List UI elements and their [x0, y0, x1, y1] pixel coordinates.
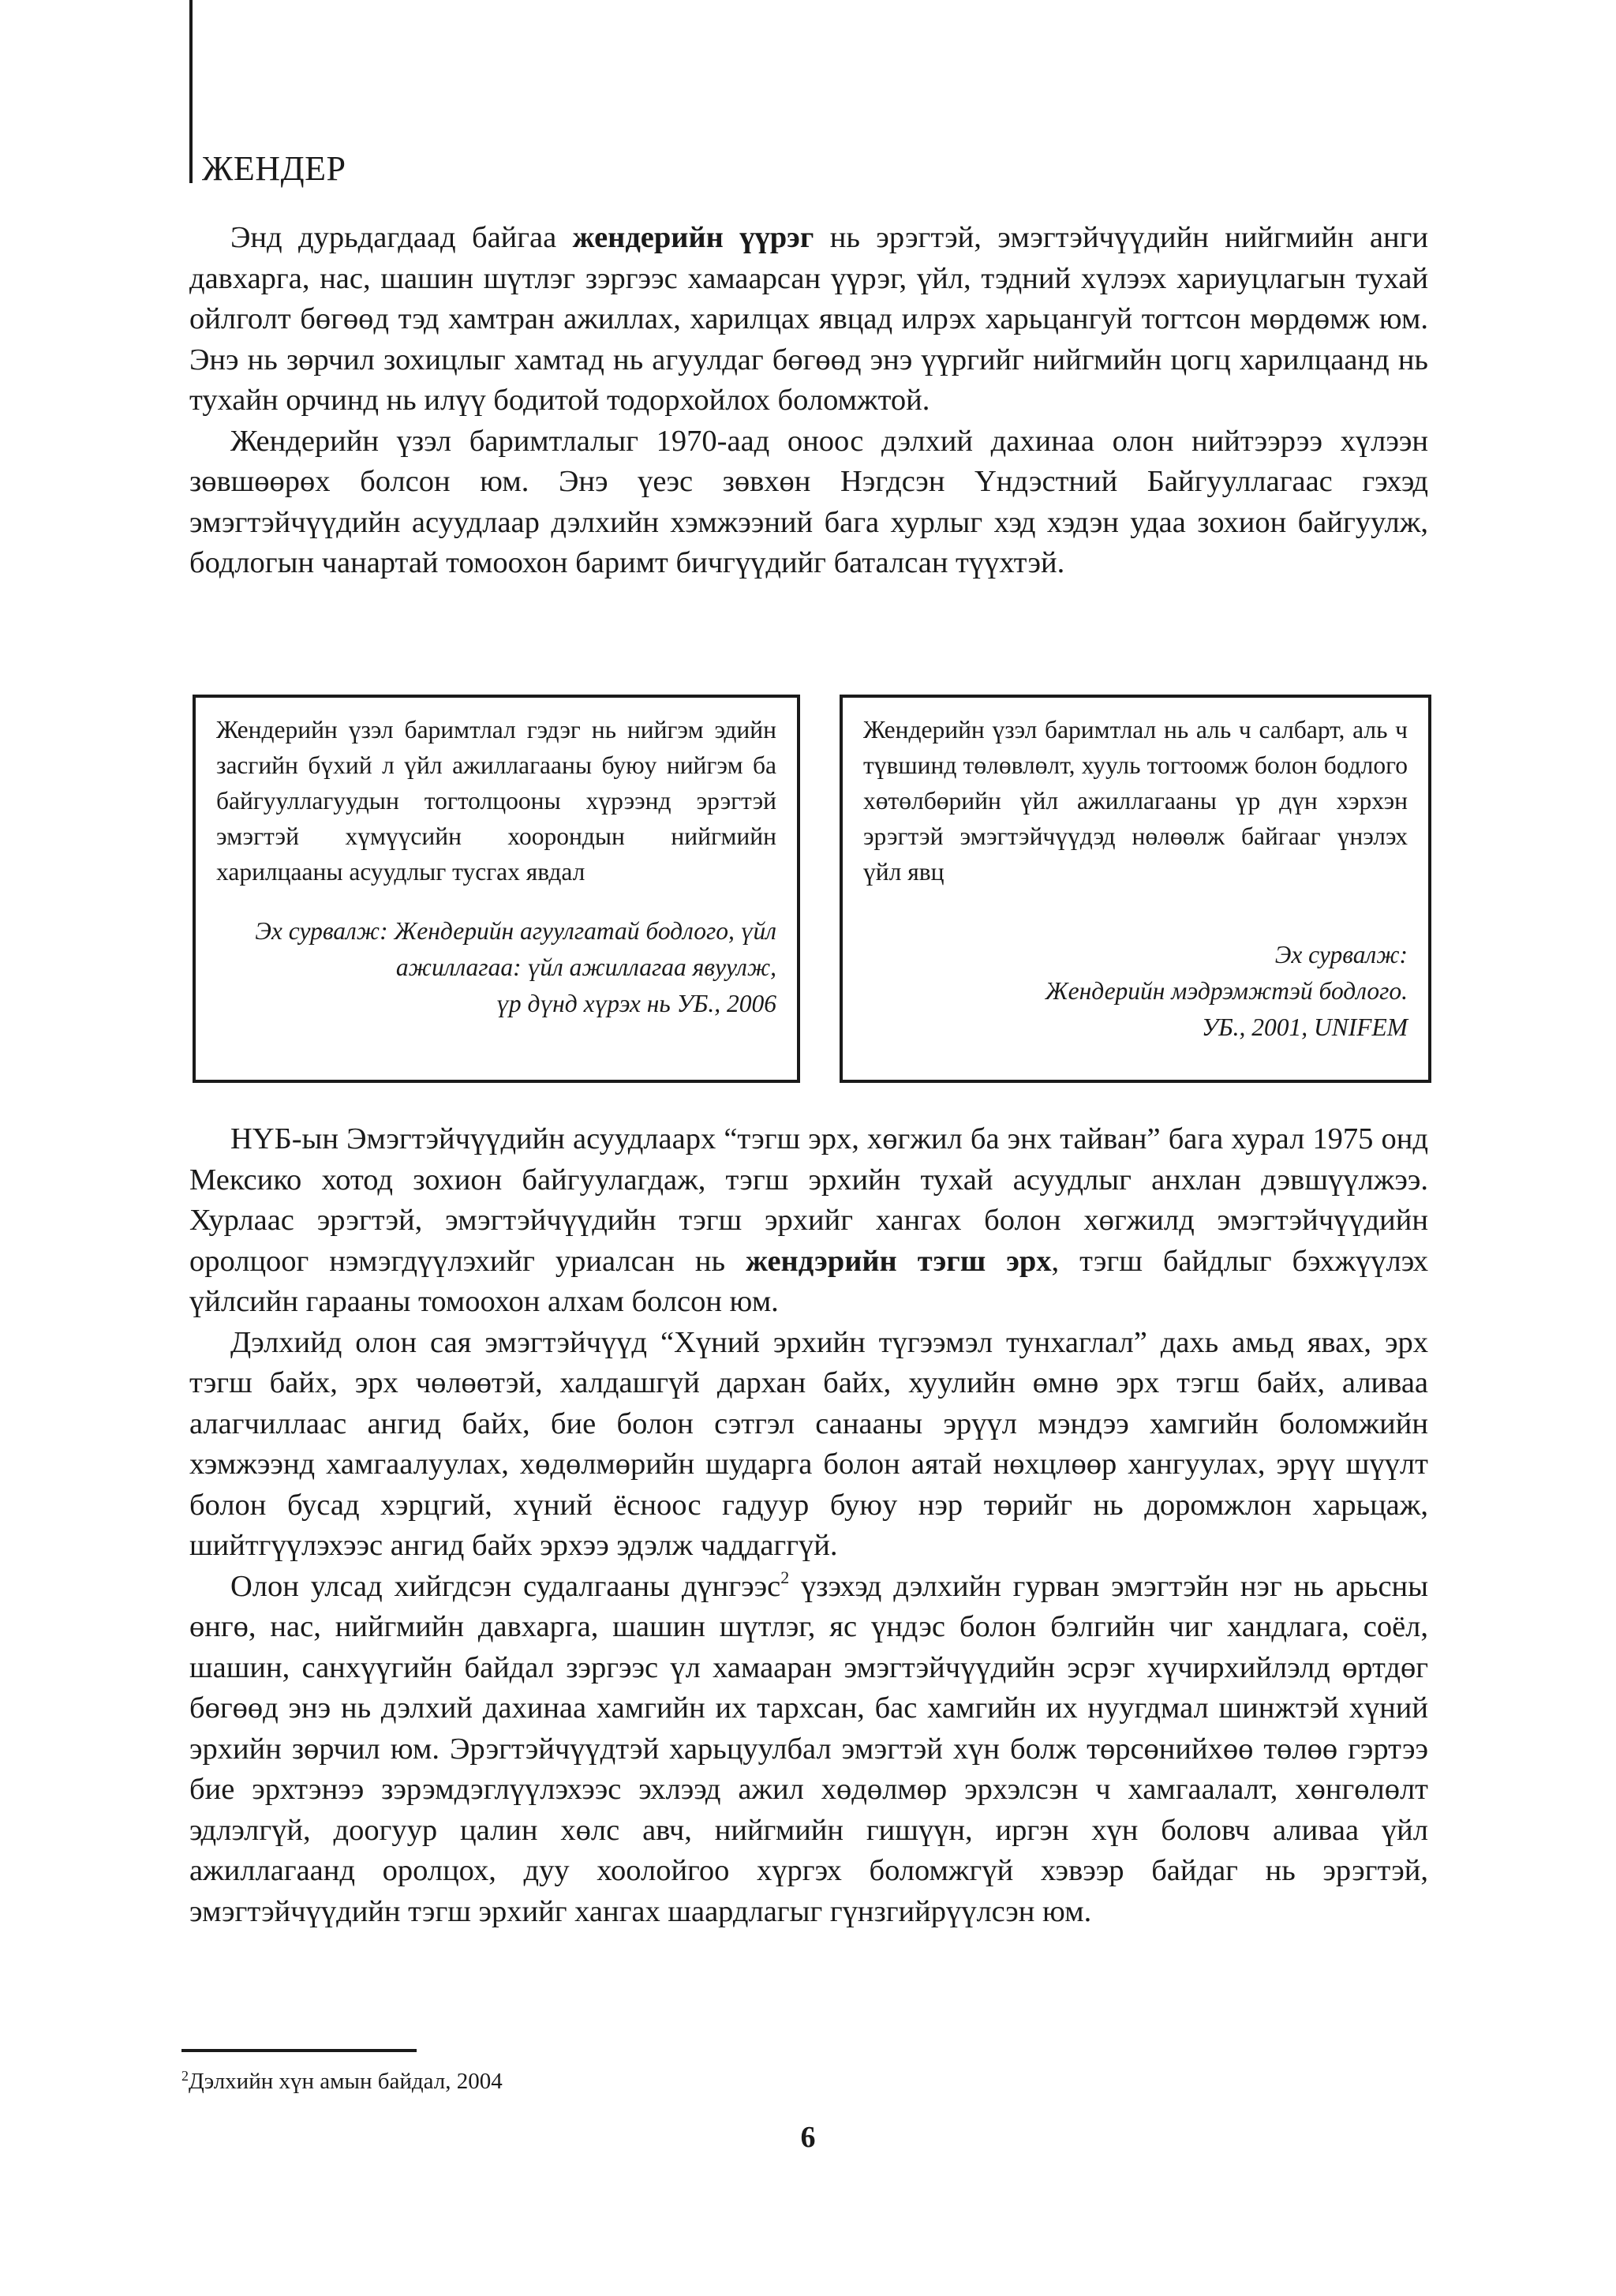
- body-section: [189, 1119, 1428, 1932]
- definition-source: [216, 913, 776, 1022]
- definition-box-left: [193, 695, 800, 1083]
- body-paragraph-2: Дэлхийд олон сая эмэгтэйчүүд “Хүний эрхийн түгээмэл тунхаглал” дахь амьд явах, эрх тэгш байх, эрх чөлөөтэй, халдашгүй дархан байх, хуулийн өмнө эрх тэгш байх, аливаа алагчиллаас ангид байх, бие болон сэтгэл санааны эрүүл мэндээ хамгийн боломжийн хэмжээнд хамгаалуулах, хөдөлмөрийн шударга болон аятай нөхцлөөр хангуулах, эрүү шүүлт болон бусад хэрцгий, хүний ёсноос гадуур буюу нэр төрийг нь доромжлон харьцаж, шийтгүүлэхээс ангид байх эрхээ эдэлж чаддаггүй.: [189, 1325, 1428, 1562]
- footnote-text: Дэлхийн хүн амын байдал, 2004: [189, 2069, 503, 2094]
- source-line: Эх сурвалж:: [1274, 941, 1408, 968]
- body-p3-before: НҮБ-ын Эмэгтэйчүүдийн асуудлаарх “тэгш эрх, хөгжил ба энх тайван” бага хурал 1975 онд Мексико хотод зохион байгуулагдаж, тэгш эрхийн тухай асуудлыг анхлан дэвшүүлжээ. Хурлаас эрэгтэй, эмэгтэйчүүдийн тэгш эрхийг хангах болон хөгжилд эмэгтэйчүүдийн оролцоог нэмэгдүүлэхийг уриалсан нь: [189, 1122, 1428, 1278]
- intro-p1-after: нь эрэгтэй, эмэгтэйчүүдийн нийгмийн анги давхарга, нас, шашин шүтлэг зэргээс хамаарсан үүрэг, үйл, тэдний хүлээх хариуцлагын тухай ойлголт бөгөөд тэд хамтран ажиллах, харилцах явцад илрэх харьцангуй тогтсон мөрдөмж юм. Энэ нь зөрчил зохицлыг хамтад нь агуулдаг бөгөөд энэ үүргийг нийгмийн цогц харилцаанд нь тухайн орчинд нь илүү бодитой тодорхойлох боломжтой.: [189, 221, 1428, 417]
- definition-text: Жендерийн үзэл баримтлал гэдэг нь нийгэм эдийн засгийн бүхий л үйл ажиллагааны буюу нийгэм ба байгууллагуудын тогтолцооны хүрээнд эрэгтэй эмэгтэй хүмүүсийн хоорондын нийгмийн харилцааны асуудлыг тусгах явдал: [216, 716, 776, 886]
- page-number: 6: [800, 2121, 816, 2154]
- source-line: үр дүнд хүрэх нь УБ., 2006: [496, 990, 776, 1017]
- intro-section: [189, 218, 1428, 584]
- body-paragraph-1: [189, 1119, 1428, 1323]
- section-title: ЖЕНДЕР: [202, 149, 346, 188]
- definition-box-right: [840, 695, 1431, 1083]
- footnote-reference: 2: [780, 1567, 790, 1587]
- body-paragraph-3: [189, 1567, 1428, 1933]
- footnote: [181, 2060, 503, 2097]
- source-line: Эх сурвалж: Жендерийн агуулгатай бодлого, үйл: [255, 917, 776, 945]
- intro-p1-term: жендерийн үүрэг: [572, 221, 814, 254]
- footnote-rule: [181, 2049, 417, 2052]
- source-line: ажиллагаа: үйл ажиллагаа явуулж,: [395, 953, 776, 981]
- definition-boxes: [193, 695, 1431, 1083]
- body-p5-after: үзэхэд дэлхийн гурван эмэгтэйн нэг нь арьсны өнгө, нас, нийгмийн давхарга, шашин шүтлэг, яс үндэс болон бэлгийн чиг хандлага, соёл, шашин, санхүүгийн байдал зэргээс үл хамааран эмэгтэйчүүдийн эсрэг хүчирхийлэлд өртдөг бөгөөд энэ нь дэлхий дахинаа хамгийн их тархсан, бас хамгийн их нуугдмал шинжтэй хүний эрхийн зөрчил юм. Эрэгтэйчүүдтэй харьцуулбал эмэгтэй хүн болж төрсөнийхөө төлөө гэртээ бие эрхтэнээ зэрэмдэглүүлэхээс эхлээд ажил хөдөлмөр эрхэлсэн ч хамгаалалт, хөнгөлөлт эдлэлгүй, доогуур цалин хөлс авч, нийгмийн гишүүн, иргэн хүн боловч аливаа үйл ажиллагаанд оролцох, дуу хоолойгоо хүргэх боломжгүй хэвээр байдаг нь эрэгтэй, эмэгтэйчүүдийн тэгш эрхийг хангах шаардлагыг гүнзгийрүүлсэн юм.: [189, 1569, 1429, 1928]
- source-line: Жендерийн мэдрэмжтэй бодлого.: [1045, 977, 1408, 1005]
- body-p3-after: , тэгш байдлыг бэхжүүлэх үйлсийн гарааны томоохон алхам болсон юм.: [189, 1244, 1428, 1318]
- source-line: УБ., 2001, UNIFEM: [1201, 1013, 1408, 1041]
- intro-p1-before: Энд дурьдагдаад байгаа: [230, 221, 573, 254]
- left-margin-rule: [189, 0, 193, 183]
- body-p5-before: Олон улсад хийгдсэн судалгааны дүнгээс: [230, 1569, 781, 1603]
- definition-text: Жендерийн үзэл баримтлал нь аль ч салбарт, аль ч түвшинд төлөвлөлт, хууль тогтоомж болон бодлого хөтөлбөрийн үйл ажиллагааны үр дүн хэрхэн эрэгтэй эмэгтэйчүүдэд нөлөөлж байгааг үнэлэх үйл явц: [863, 716, 1408, 886]
- footnote-number: 2: [181, 2068, 189, 2084]
- intro-paragraph-1: [189, 218, 1428, 421]
- body-p3-term: жендэрийн тэгш эрх: [746, 1244, 1052, 1278]
- definition-source: [863, 937, 1408, 1046]
- intro-paragraph-2: Жендерийн үзэл баримтлалыг 1970-аад оноос дэлхий дахинаа олон нийтээрээ хүлээн зөвшөөрөх болсон юм. Энэ үеэс зөвхөн Нэгдсэн Үндэстний Байгууллагаас гэхэд эмэгтэйчүүдийн асуудлаар дэлхийн хэмжээний бага хурлыг хэд хэдэн удаа зохион байгуулж, бодлогын чанартай томоохон баримт бичгүүдийг баталсан түүхтэй.: [189, 424, 1428, 579]
